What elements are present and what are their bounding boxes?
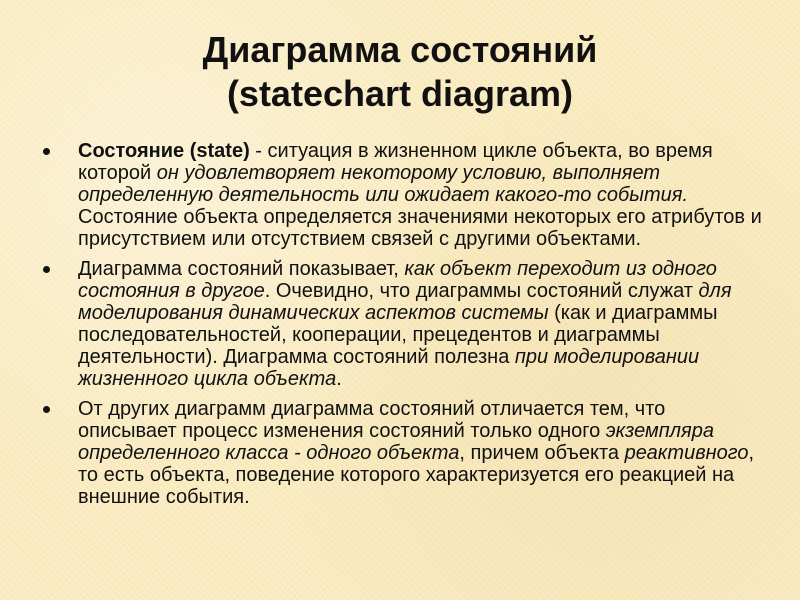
bullet-dot-icon <box>43 148 50 155</box>
italic-segment: как объект переходит из одного состояния в другое <box>78 258 717 302</box>
text-segment: От других диаграмм диаграмма состояний отличается тем, что описывает процесс изменения состояний только одного <box>78 398 666 442</box>
italic-segment: при моделировании жизненного цикла объекта <box>78 346 700 390</box>
text-segment: , причем объекта <box>459 442 625 464</box>
italic-segment: реактивного <box>624 442 749 464</box>
text-segment: . <box>336 368 342 390</box>
text-segment: - ситуация в жизненном цикле объекта, во время которой <box>78 140 713 184</box>
bullet-list <box>40 140 765 516</box>
text-segment: Диаграмма состояний показывает, <box>78 258 405 280</box>
slide-title <box>0 28 800 116</box>
title-line-1: Диаграмма состояний <box>202 29 598 70</box>
bullet-item <box>40 398 765 508</box>
italic-segment: он удовлетворяет некоторому условию, выполняет определенную деятельность или ожидает какого-то события. <box>78 162 689 206</box>
text-segment: , то есть объекта, поведение которого характеризуется его реакцией на внешние события. <box>78 442 755 508</box>
bullet-item <box>40 140 765 250</box>
bullet-dot-icon <box>43 406 50 413</box>
italic-segment: для моделирования динамических аспектов системы <box>78 280 732 324</box>
text-segment: Состояние объекта определяется значениями некоторых его атрибутов и присутствием или отсутствием связей с другими объектами. <box>78 206 762 250</box>
italic-segment: экземпляра определенного класса - одного объекта <box>78 420 714 464</box>
bullet-dot-icon <box>43 266 50 273</box>
term-state: Состояние (state) <box>78 140 250 162</box>
text-segment: . Очевидно, что диаграммы состояний служат <box>264 280 699 302</box>
title-line-2: (statechart diagram) <box>226 73 574 114</box>
bullet-item <box>40 258 765 390</box>
text-segment: (как и диаграммы последовательностей, кооперации, прецедентов и диаграммы деятельности). Диаграмма состояний полезна <box>78 302 718 368</box>
